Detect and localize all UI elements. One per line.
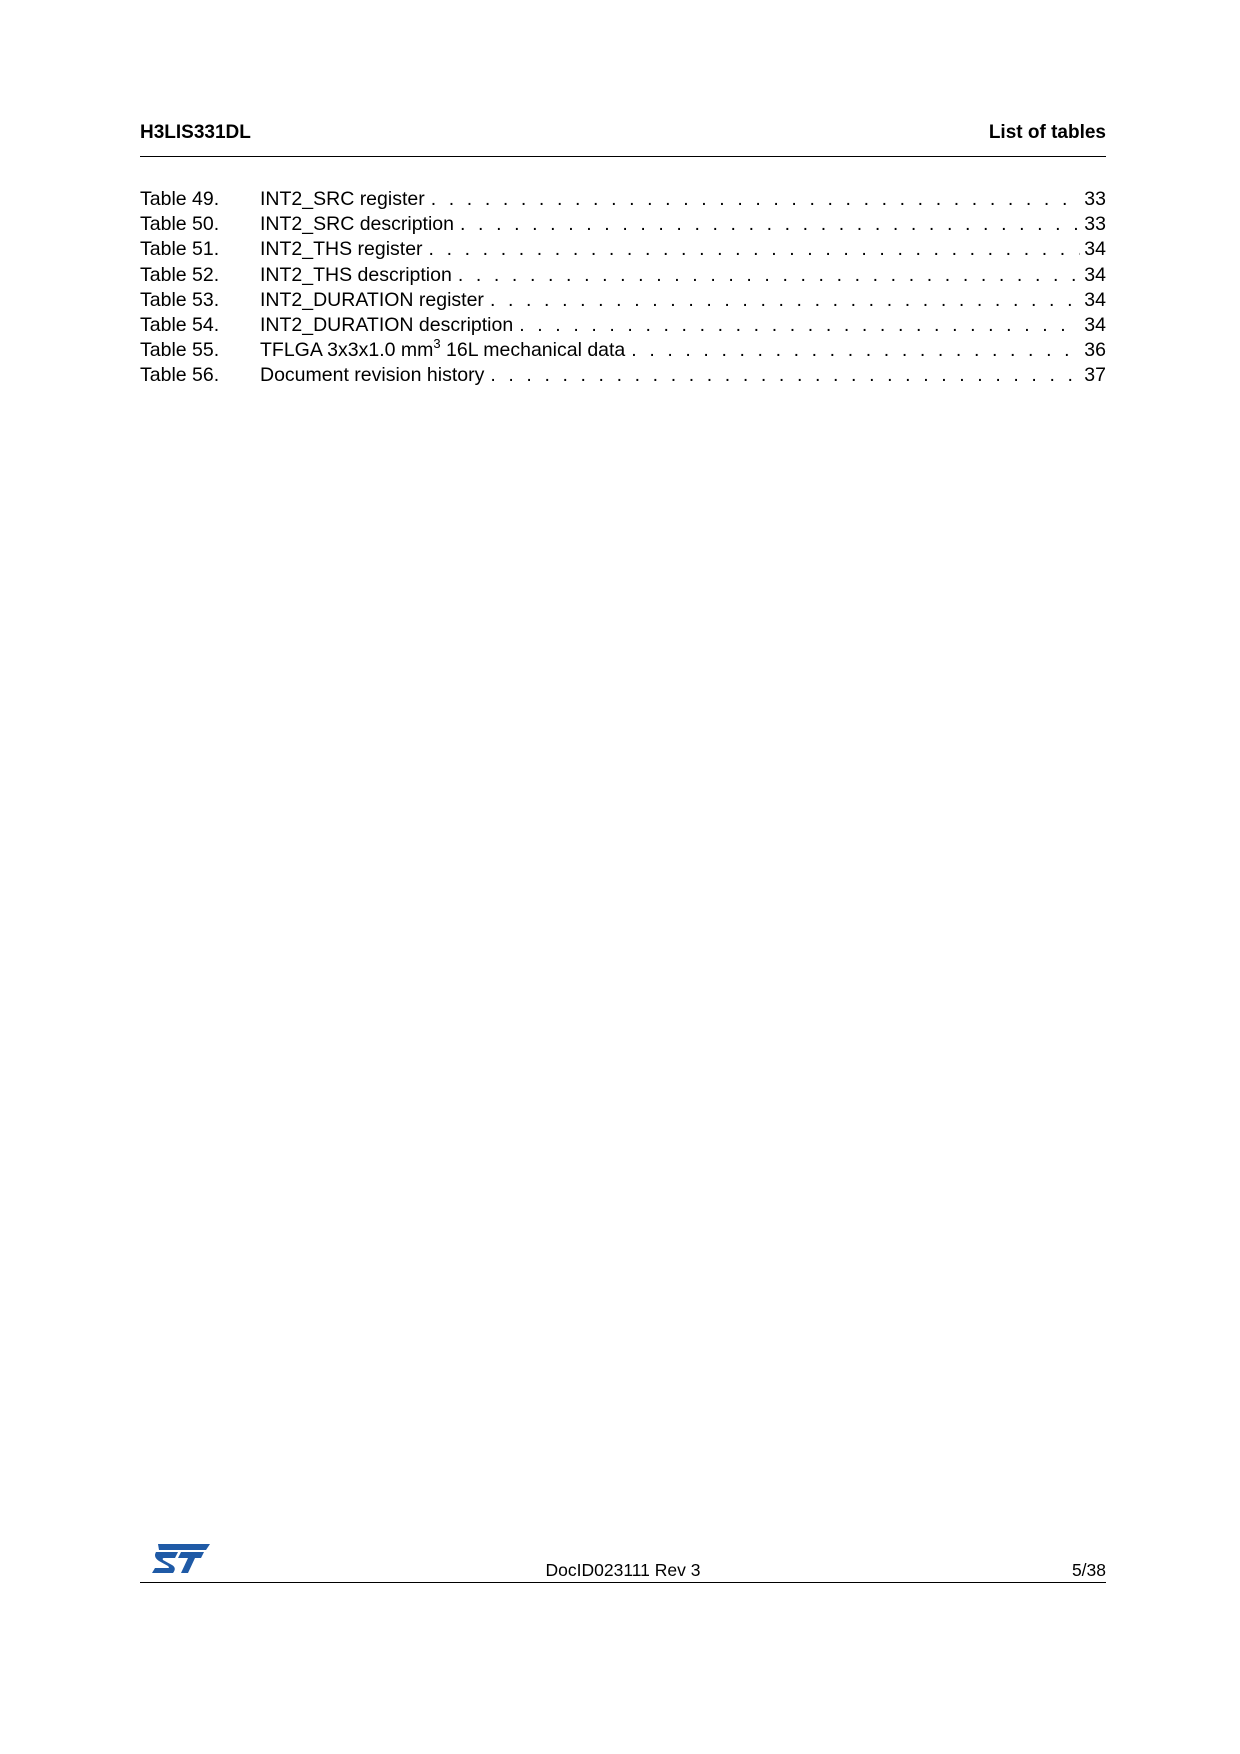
- document-title: H3LIS331DL: [140, 122, 251, 143]
- toc-entry-title: INT2_SRC register: [260, 188, 425, 210]
- toc-entry-number: Table 49.: [140, 188, 220, 210]
- toc-entry-title: INT2_THS register: [260, 238, 423, 261]
- toc-entry-title: INT2_DURATION register: [260, 288, 484, 311]
- toc-entry-page: 34: [1084, 238, 1106, 261]
- toc-entry-number: Table 53.: [140, 288, 220, 311]
- toc-leader-dots: [429, 237, 1081, 262]
- toc-entry[interactable]: [140, 187, 1106, 212]
- toc-entry-number: Table 56.: [140, 364, 220, 387]
- page-number: 5/38: [1071, 1560, 1106, 1580]
- toc-leader-dots: [431, 187, 1081, 212]
- toc-leader-dots: [458, 263, 1080, 288]
- toc-leader-dots: [490, 363, 1080, 388]
- toc-leader-dots: [519, 313, 1080, 338]
- toc-entry-number: Table 55.: [140, 339, 220, 362]
- toc-entry-number: Table 51.: [140, 238, 220, 261]
- toc-entry-title: [260, 338, 631, 363]
- page-footer: [140, 1540, 1106, 1583]
- toc-entry-page: 36: [1084, 339, 1106, 362]
- toc-entry-number: Table 54.: [140, 313, 220, 336]
- toc-entry-page: 34: [1084, 263, 1106, 286]
- toc-leader-dots: [631, 338, 1080, 363]
- toc-entry-title: Document revision history: [260, 364, 485, 387]
- list-of-tables: [140, 187, 1106, 389]
- toc-entry[interactable]: [140, 288, 1106, 313]
- toc-entry[interactable]: [140, 263, 1106, 288]
- toc-entry-title-superscript: 3: [433, 338, 441, 352]
- toc-entry-number: Table 52.: [140, 263, 220, 286]
- toc-entry-title: INT2_SRC description: [260, 213, 454, 236]
- toc-entry[interactable]: [140, 338, 1106, 363]
- toc-entry-title-rest: 16L mechanical data: [440, 339, 626, 362]
- document-id: DocID023111 Rev 3: [545, 1560, 701, 1580]
- toc-entry-number: Table 50.: [140, 213, 220, 236]
- section-title: List of tables: [988, 122, 1106, 143]
- toc-entry-page: 33: [1084, 188, 1106, 210]
- toc-entry-page: 34: [1084, 288, 1106, 311]
- toc-leader-dots: [490, 288, 1080, 313]
- toc-entry-page: 37: [1084, 364, 1106, 387]
- toc-entry-title: INT2_THS description: [260, 263, 452, 286]
- toc-leader-dots: [460, 212, 1080, 237]
- toc-entry[interactable]: [140, 313, 1106, 338]
- toc-entry-title: INT2_DURATION description: [260, 313, 514, 336]
- toc-entry-page: 34: [1084, 313, 1106, 336]
- toc-entry-page: 33: [1084, 213, 1106, 236]
- toc-entry[interactable]: [140, 237, 1106, 262]
- toc-entry[interactable]: [140, 363, 1106, 388]
- toc-entry[interactable]: [140, 212, 1106, 237]
- page-header: [140, 120, 1106, 157]
- toc-entry-title-main: TFLGA 3x3x1.0 mm: [260, 339, 434, 362]
